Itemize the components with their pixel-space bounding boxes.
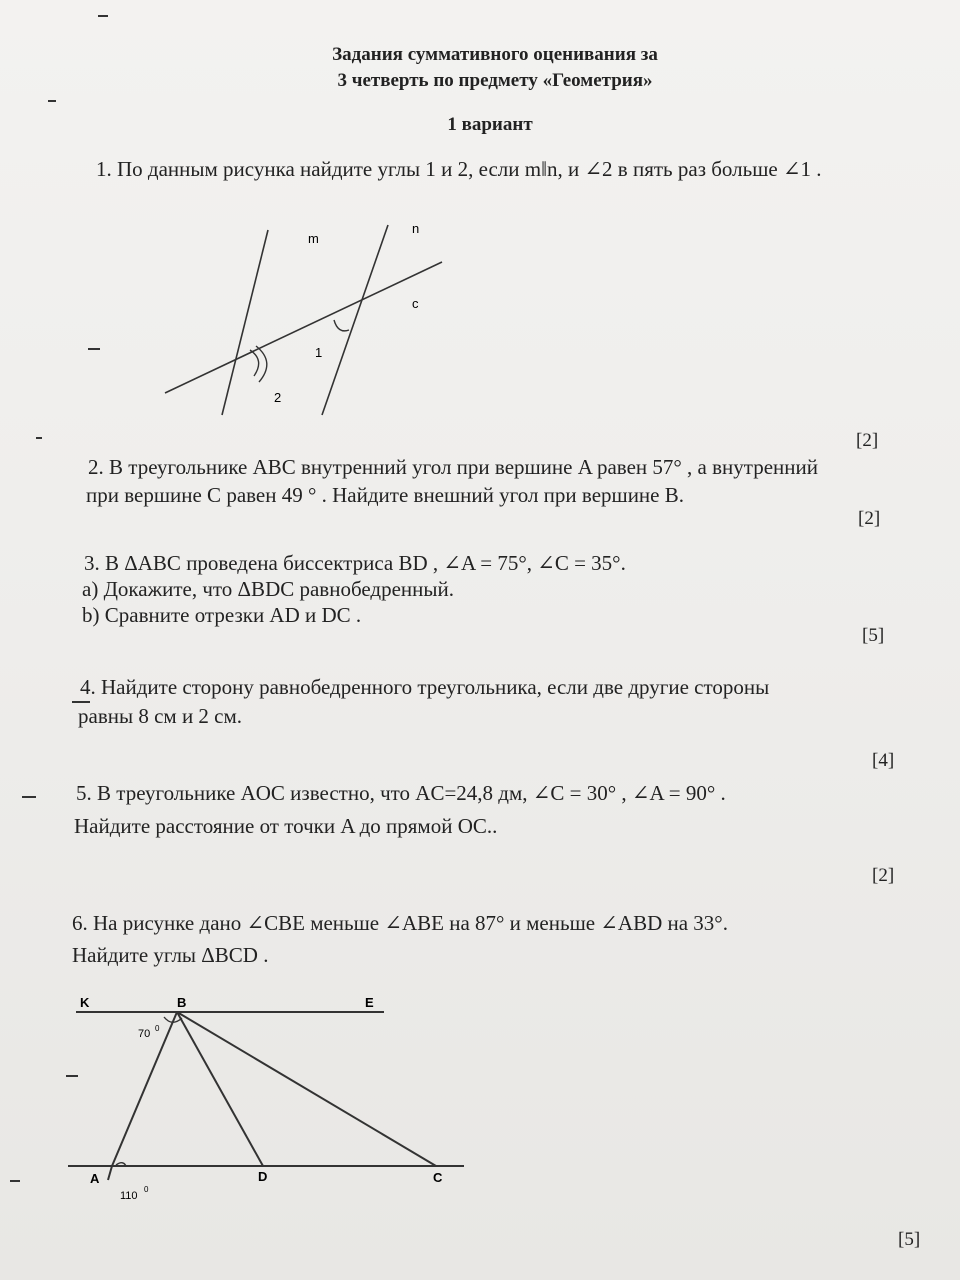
label-c: c	[412, 296, 419, 311]
task-2-score: [2]	[858, 508, 881, 529]
task-2-text-line-1: 2. В треугольнике ABC внутренний угол при вершине A равен 57° , а внутренний	[88, 455, 818, 479]
header-line-1: Задания суммативного оценивания за	[332, 44, 658, 65]
margin-mark	[36, 437, 42, 439]
task-3-score: [5]	[862, 625, 885, 646]
label-angle-2: 2	[274, 390, 282, 405]
pen-mark	[72, 701, 90, 703]
margin-mark	[88, 348, 100, 350]
task-3-text-line-1: 3. В ΔABC проведена биссектриса BD , ∠A = 75°, ∠C = 35°.	[84, 551, 626, 575]
line-ba-extension	[108, 1166, 112, 1180]
variant-label: 1 вариант	[447, 114, 533, 135]
segment-bc	[177, 1012, 436, 1166]
label-m: m	[308, 231, 319, 246]
segment-bd	[177, 1012, 263, 1166]
task-3-text-line-3: b) Сравните отрезки AD и DC .	[82, 603, 362, 627]
margin-mark	[48, 100, 56, 102]
margin-mark	[22, 796, 36, 798]
label-n: n	[412, 221, 420, 236]
line-m	[222, 230, 268, 415]
figure-parallel-lines	[150, 210, 460, 425]
line-c	[165, 262, 442, 393]
margin-mark	[66, 1075, 78, 1077]
label-angle-70-degree: 0	[155, 1024, 160, 1033]
angle-1-arc	[334, 320, 349, 331]
task-4-text-line-1: 4. Найдите сторону равнобедренного треугольника, если две другие стороны	[80, 675, 770, 699]
label-angle-1: 1	[315, 345, 323, 360]
angle-2-arc-outer	[256, 346, 267, 382]
label-d: D	[258, 1169, 268, 1184]
task-3-text-line-2: a) Докажите, что ΔBDC равнобедренный.	[82, 577, 454, 601]
margin-mark	[10, 1180, 20, 1182]
label-a: A	[90, 1171, 100, 1186]
task-4-score: [4]	[872, 750, 895, 771]
task-4-text-line-2: равны 8 см и 2 см.	[78, 704, 243, 728]
margin-mark	[98, 15, 108, 17]
task-6-text-line-2: Найдите углы ΔBCD .	[72, 943, 269, 967]
task-5-text-line-2: Найдите расстояние от точки A до прямой OC..	[74, 814, 498, 838]
label-angle-110: 110	[120, 1190, 138, 1202]
label-b: B	[177, 995, 187, 1010]
task-1-score: [2]	[856, 430, 879, 451]
task-6-text-line-1: 6. На рисунке дано ∠CBE меньше ∠ABE на 87° и меньше ∠ABD на 33°.	[72, 911, 728, 935]
line-n	[322, 225, 388, 415]
task-6-score: [5]	[898, 1229, 921, 1250]
label-angle-110-degree: 0	[144, 1185, 149, 1194]
label-e: E	[365, 995, 374, 1010]
task-5-score: [2]	[872, 865, 895, 886]
task-2-text-line-2: при вершине C равен 49 ° . Найдите внешний угол при вершине B.	[86, 483, 684, 507]
label-k: K	[80, 995, 90, 1010]
header-line-2: 3 четверть по предмету «Геометрия»	[337, 70, 653, 91]
angle-2-arc-inner	[250, 350, 259, 376]
figure-triangle	[60, 985, 470, 1210]
label-angle-70: 70	[138, 1028, 151, 1040]
task-5-text-line-1: 5. В треугольнике AOC известно, что AC=24,8 дм, ∠C = 30° , ∠A = 90° .	[76, 781, 726, 805]
label-c: C	[433, 1170, 443, 1185]
task-1-text: 1. По данным рисунка найдите углы 1 и 2, если m‖n, и ∠2 в пять раз больше ∠1 .	[96, 157, 822, 181]
